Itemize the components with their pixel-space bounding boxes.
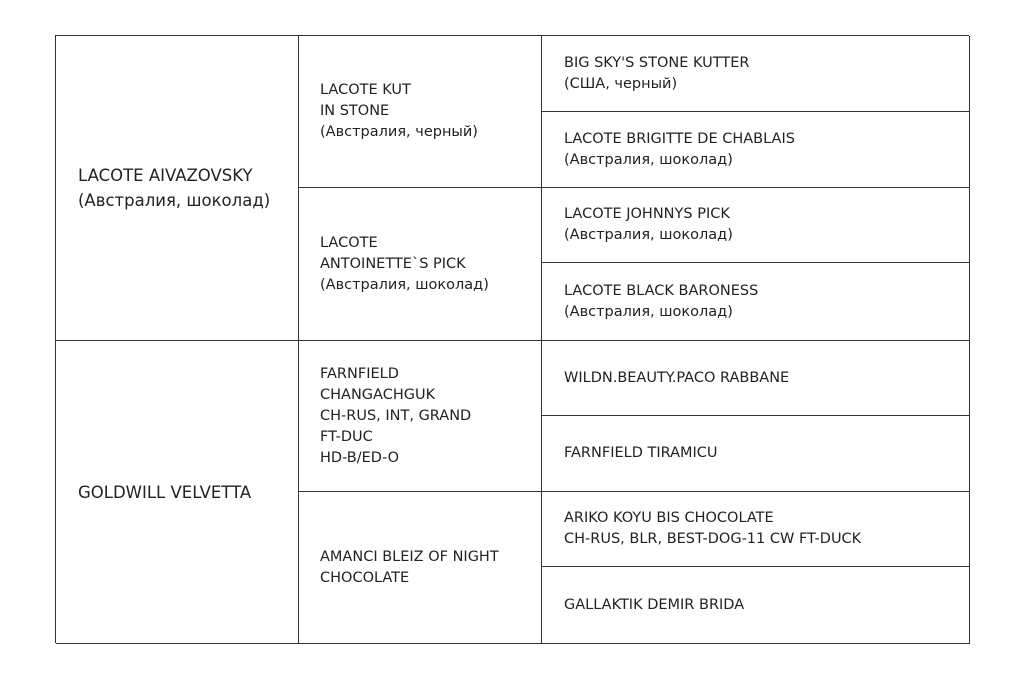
grandparent-3-line-1: FARNFIELD [320,365,399,382]
great-grandparent-1-line-1: BIG SKY'S STONE KUTTER [564,54,750,71]
sire-name: LACOTE AIVAZOVSKY [78,166,253,185]
grandparent-cell-4 [299,492,542,644]
parent-dam-cell [56,341,299,644]
great-grandparent-cell-4 [542,263,970,341]
dam-name: GOLDWILL VELVETTA [78,482,252,502]
grandparent-1-line-3: (Австралия, черный) [320,124,478,140]
great-grandparent-7-line-1: ARIKO KOYU BIS CHOCOLATE [564,510,774,526]
great-grandparent-2-line-1: LACOTE BRIGITTE DE CHABLAIS [564,130,795,147]
grandparent-1-line-2: IN STONE [320,103,390,119]
grandparent-cell-3 [299,341,542,492]
great-grandparent-cell-2 [542,112,970,188]
great-grandparent-4-line-2: (Австралия, шоколад) [564,303,733,320]
great-grandparent-7-line-2: CH-RUS, BLR, BEST-DOG-11 CW FT-DUCK [564,531,862,547]
great-grandparent-3-line-1: LACOTE JOHNNYS PICK [564,206,730,222]
grandparent-4-line-1: AMANCI BLEIZ OF NIGHT [320,548,499,565]
great-grandparent-6-line-1: FARNFIELD TIRAMICU [564,445,718,461]
grandparent-1-line-1: LACOTE KUT [320,82,411,98]
grandparent-2-line-3: (Австралия, шоколад) [320,276,489,293]
great-grandparent-cell-7 [542,492,970,567]
great-grandparent-cell-6 [542,416,970,492]
grandparent-3-line-2: CHANGACHGUK [320,386,436,403]
grandparent-cell-2 [299,188,542,341]
great-grandparent-4-line-1: LACOTE BLACK BARONESS [564,282,759,299]
great-grandparent-cell-1 [542,36,970,112]
grandparent-3-line-5: HD-B/ED-O [320,449,399,466]
great-grandparent-cell-8 [542,567,970,644]
great-grandparent-3-line-2: (Австралия, шоколад) [564,227,733,243]
great-grandparent-1-line-2: (США, черный) [564,75,678,92]
great-grandparent-2-line-2: (Австралия, шоколад) [564,151,733,168]
grandparent-cell-1 [299,36,542,188]
grandparent-2-line-2: ANTOINETTE`S PICK [320,255,466,272]
pedigree-table [55,35,969,643]
great-grandparent-8-line-1: GALLAKTIK DEMIR BRIDA [564,596,745,613]
grandparent-3-line-4: FT-DUC [320,428,373,445]
great-grandparent-5-line-1: WILDN.BEAUTY.PACO RABBANE [564,369,790,386]
sire-origin: (Австралия, шоколад) [78,191,271,210]
parent-sire-cell [56,36,299,341]
great-grandparent-cell-3 [542,188,970,263]
grandparent-3-line-3: CH-RUS, INT, GRAND [320,407,472,424]
grandparent-2-line-1: LACOTE [320,234,378,251]
great-grandparent-cell-5 [542,341,970,416]
grandparent-4-line-2: CHOCOLATE [320,569,410,586]
